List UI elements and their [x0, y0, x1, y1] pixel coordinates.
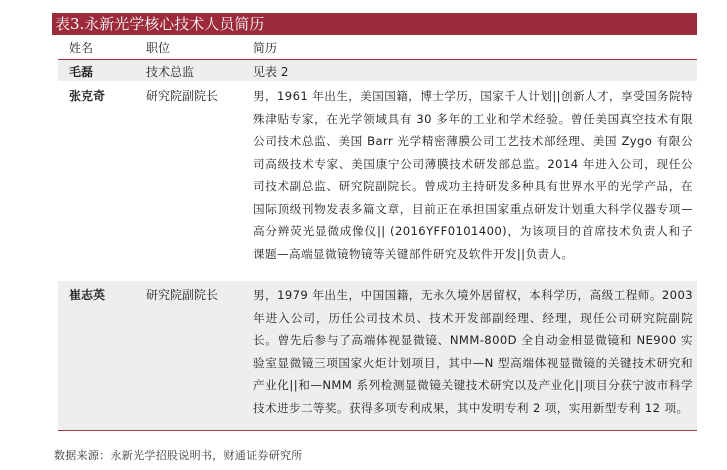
table-row	[58, 60, 697, 82]
person-name: 崔志英	[69, 288, 106, 302]
person-bio: 见表 2	[253, 65, 289, 79]
header-bio: 简历	[253, 41, 278, 55]
table-row	[58, 281, 697, 431]
person-name: 张克奇	[69, 89, 106, 103]
person-role: 技术总监	[146, 65, 195, 79]
table-title: 表3.永新光学核心技术人员简历	[52, 13, 697, 35]
person-bio: 男，1961 年出生，美国国籍，博士学历，国家千人计划||创新人才，享受国务院特殊津贴专家，在光学领域具有 30 多年的工业和学术经验。曾任美国真空技术有限公司技术总监、美国 Barr 光学精密薄膜公司工艺技术部经理、美国 Zygo 有限公司高级技术专家、美国康宁公司薄膜技术研发部总监。2014 年进入公司，现任公司技术副总监、研究院副院长。曾成功主持研发多种具有世界水平的光学产品，在国际顶级刊物发表多篇文章，目前正在承担国家重点研发计划重大科学仪器专项—高分辨荧光显微成像仪|| (2016YFF0101400)，为该项目的首席技术负责人和子课题—高端显微镜物镜等关键部件研究及软件开发||负责人。	[253, 89, 693, 261]
person-bio: 男，1979 年出生，中国国籍，无永久境外居留权，本科学历，高级工程师。2003 年进入公司，历任公司技术员、技术开发部副经理、经理，现任公司研究院副院长。曾先后参与了高端体视显微镜、NMM-800D 全自动金相显微镜和 NE900 实验室显微镜三项国家火炬计划项目，其中—N 型高端体视显微镜的关键技术研究和产业化||和—NMM 系列检测显微镜关键技术研究以及产业化||项目分获宁波市科学技术进步二等奖。获得多项专利成果，其中发明专利 2 项，实用新型专利 12 项。	[253, 288, 693, 415]
source-note: 数据来源：永新光学招股说明书，财通证券研究所	[54, 449, 303, 462]
header-name: 姓名	[69, 41, 94, 55]
table-row	[58, 82, 697, 281]
resume-table	[58, 36, 697, 431]
table-header-row	[58, 36, 697, 60]
person-role: 研究院副院长	[146, 89, 219, 103]
person-name: 毛磊	[69, 65, 94, 79]
header-role: 职位	[146, 41, 171, 55]
person-role: 研究院副院长	[146, 288, 219, 302]
